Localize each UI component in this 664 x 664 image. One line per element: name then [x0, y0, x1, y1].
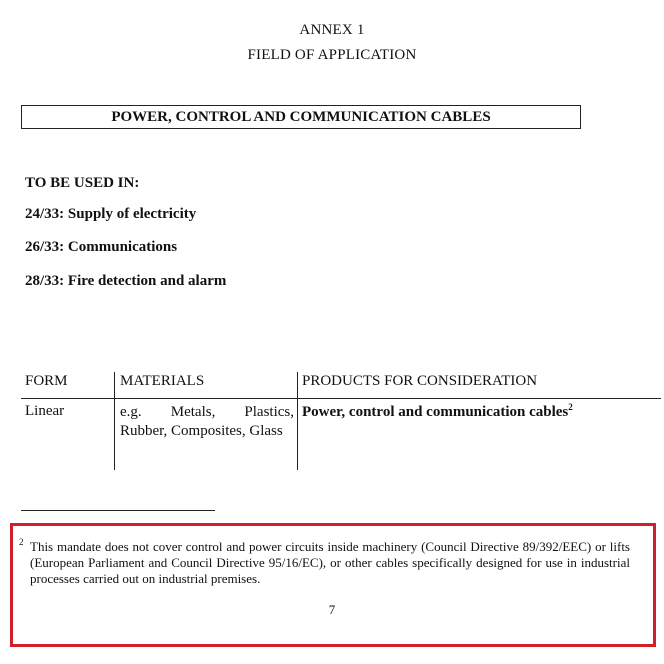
table-column-divider [297, 372, 298, 470]
footnote-mark: 2 [19, 537, 24, 547]
table-header-materials: MATERIALS [120, 373, 205, 389]
table-header-rule [21, 398, 661, 399]
products-text: Power, control and communication cables [302, 404, 569, 420]
table-header-form: FORM [25, 373, 68, 389]
page-number: 7 [328, 602, 336, 617]
footnote-separator [21, 510, 215, 511]
table-header-products: PRODUCTS FOR CONSIDERATION [302, 373, 538, 389]
materials-line: e.g. Metals, Plastics, [120, 404, 294, 420]
table-cell-form: Linear [25, 403, 65, 419]
footnote-text: This mandate does not cover control and power circuits inside machinery (Council Directive 89/392/EEC) or lifts (European Parliament and Council Directive 95/16/EC), or other cables specifically designed for use in industrial processes carried out on industrial premises. [30, 539, 630, 586]
used-in-item: 28/33: Fire detection and alarm [25, 273, 227, 289]
materials-line: Rubber, Composites, Glass [120, 423, 283, 439]
field-of-application-title: FIELD OF APPLICATION [247, 47, 417, 63]
section-title: POWER, CONTROL AND COMMUNICATION CABLES [111, 109, 491, 125]
section-title-box [21, 105, 581, 129]
table-column-divider [114, 372, 115, 470]
footnote-reference: 2 [568, 402, 573, 412]
table-cell-products [302, 402, 573, 421]
used-in-heading: TO BE USED IN: [25, 175, 140, 191]
annex-title: ANNEX 1 [299, 22, 365, 38]
used-in-item: 24/33: Supply of electricity [25, 206, 197, 222]
used-in-item: 26/33: Communications [25, 239, 178, 255]
table-cell-materials [120, 403, 294, 441]
